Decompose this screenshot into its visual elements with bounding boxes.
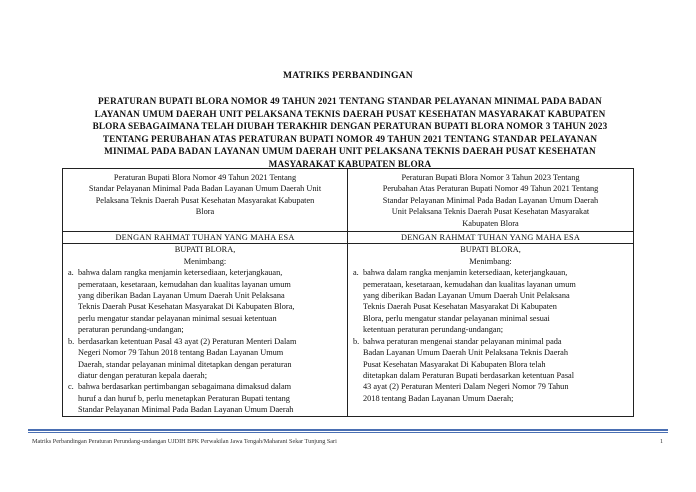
left-column-header <box>63 169 348 232</box>
item-label: b. <box>353 336 360 346</box>
page-number: 1 <box>660 438 664 445</box>
header-line: Standar Pelayanan Minimal Pada Badan Layanan Umum Daerah Unit <box>88 184 322 194</box>
item-line: pemerataan, kesetaraan, kemudahan dan kualitas layanan umum <box>363 279 576 289</box>
header-line: Peraturan Bupati Blora Nomor 49 Tahun 2021 Tentang <box>113 173 297 182</box>
item-line: ditetapkan dalam Peraturan Bupati berdasarkan ketentuan Pasal <box>363 370 575 380</box>
item-label: b. <box>68 336 75 346</box>
header-line: Blora <box>195 207 215 217</box>
item-line: Teknis Daerah Pusat Kesehatan Masyarakat Di Kabupaten <box>363 302 557 312</box>
item-line: bahwa berdasarkan pertimbangan sebagaimana dimaksud dalam <box>78 382 292 392</box>
item-line: 2018 tentang Badan Layanan Umum Daerah; <box>363 393 514 403</box>
header-line: Standar Pelayanan Minimal Pada Badan Layanan Umum Daerah <box>382 195 599 205</box>
item-line: Standar Pelayanan Minimal Pada Badan Layanan Umum Daerah <box>78 405 294 415</box>
item-line: peraturan perundang-undangan; <box>78 325 184 335</box>
rahmat-row <box>63 232 634 244</box>
item-line: pemerataan, kesetaraan, kemudahan dan kualitas layanan umum <box>78 279 291 289</box>
item-line: huruf a dan huruf b, perlu menetapkan Peraturan Bupati tentang <box>78 393 290 403</box>
item-line: perlu mengatur standar pelayanan minimal sesuai ketentuan <box>78 313 277 323</box>
item-line: bahwa dalam rangka menjamin ketersediaan, keterjangkauan, <box>78 268 283 278</box>
left-content-cell <box>63 244 348 416</box>
item-line: Blora, perlu mengatur standar pelayanan minimal sesuai <box>363 313 550 323</box>
item-line: berdasarkan ketentuan Pasal 43 ayat (2) Peraturan Menteri Dalam <box>78 336 297 346</box>
menimbang-label: Menimbang: <box>183 256 227 266</box>
footer-divider <box>28 429 668 433</box>
item-line: Badan Layanan Umum Daerah Unit Pelaksana Teknis Daerah <box>363 348 569 358</box>
right-column-header <box>348 169 634 232</box>
menimbang-label: Menimbang: <box>469 256 512 266</box>
item-label: a. <box>68 268 74 278</box>
item-line: bahwa peraturan mengenai standar pelayanan minimal pada <box>363 336 562 346</box>
content-row <box>63 244 634 416</box>
item-line: bahwa dalam rangka menjamin ketersediaan, keterjangkauan, <box>363 268 568 278</box>
item-text <box>363 336 628 404</box>
right-rahmat-cell: DENGAN RAHMAT TUHAN YANG MAHA ESA <box>348 232 634 244</box>
document-title: MATRIKS PERBANDINGAN <box>283 70 413 81</box>
regulation-title-line: BLORA SEBAGAIMANA TELAH DIUBAH TERAKHIR DENGAN PERATURAN BUPATI BLORA NOMOR 3 TAHUN 2023 <box>92 121 608 131</box>
regulation-title-line: PERATURAN BUPATI BLORA NOMOR 49 TAHUN 2021 TENTANG STANDAR PELAYANAN MINIMAL PADA BADAN <box>98 96 602 106</box>
consideration-item <box>68 267 342 335</box>
consideration-item <box>68 336 342 382</box>
left-rahmat-cell: DENGAN RAHMAT TUHAN YANG MAHA ESA <box>63 232 348 244</box>
footer-text: Matriks Perbandingan Peraturan Perundang-undangan UJDIH BPK Perwakilan Jawa Tengah/Maharani Sekar Tunjung Sari <box>32 438 337 445</box>
item-line: Negeri Nomor 79 Tahun 2018 tentang Badan Layanan Umum <box>78 348 284 358</box>
table-header-row <box>63 169 634 232</box>
item-text <box>78 336 342 382</box>
header-line: Peraturan Bupati Blora Nomor 3 Tahun 2023 Tentang <box>401 173 580 182</box>
regulation-title-line: LAYANAN UMUM DAERAH UNIT PELAKSANA TEKNIS DAERAH PUSAT KESEHATAN MASYARAKAT KABUPATEN <box>94 108 606 119</box>
item-text <box>78 381 342 415</box>
bupati-heading: BUPATI BLORA, <box>174 245 236 255</box>
item-line: diatur dengan peraturan kepala daerah; <box>78 370 207 380</box>
regulation-title-line: MASYARAKAT KABUPATEN BLORA <box>268 158 432 169</box>
item-label: a. <box>353 268 359 278</box>
item-line: 43 ayat (2) Peraturan Menteri Dalam Negeri Nomor 79 Tahun <box>363 382 569 392</box>
item-label: c. <box>68 382 74 392</box>
bupati-heading: BUPATI BLORA, <box>460 245 521 255</box>
regulation-title-line: MINIMAL PADA BADAN LAYANAN UMUM DAERAH UNIT PELAKSANA TEKNIS DAERAH PUSAT KESEHATAN <box>104 146 596 156</box>
consideration-item <box>353 267 628 335</box>
consideration-item <box>353 336 628 404</box>
right-content-cell <box>348 244 634 416</box>
regulation-title <box>76 95 624 170</box>
regulation-title-line: TENTANG PERUBAHAN ATAS PERATURAN BUPATI NOMOR 49 TAHUN 2021 TENTANG STANDAR PELAYANAN <box>102 133 598 144</box>
item-line: Pusat Kesehatan Masyarakat Di Kabupaten Blora telah <box>363 359 546 369</box>
header-line: Unit Pelaksana Teknis Daerah Pusat Kesehatan Masyarakat <box>391 207 590 217</box>
header-line: Kabupaten Blora <box>462 218 519 228</box>
item-line: Teknis Daerah Pusat Kesehatan Masyarakat Di Kabupaten Blora, <box>78 302 295 312</box>
item-line: yang diberikan Badan Layanan Umum Daerah Unit Pelaksana <box>78 291 285 301</box>
item-line: yang diberikan Badan Layanan Umum Daerah Unit Pelaksana <box>363 291 570 301</box>
comparison-table <box>62 168 634 417</box>
consideration-item <box>68 381 342 415</box>
item-text <box>78 267 342 335</box>
item-line: Daerah, standar pelayanan minimal ditetapkan dengan peraturan <box>78 359 292 369</box>
header-line: Perubahan Atas Peraturan Bupati Nomor 49 Tahun 2021 Tentang <box>382 184 599 194</box>
item-line: ketentuan peraturan perundang-undangan; <box>363 325 504 335</box>
header-line: Pelaksana Teknis Daerah Pusat Kesehatan Masyarakat Kabupaten <box>95 195 315 205</box>
item-text <box>363 267 628 335</box>
